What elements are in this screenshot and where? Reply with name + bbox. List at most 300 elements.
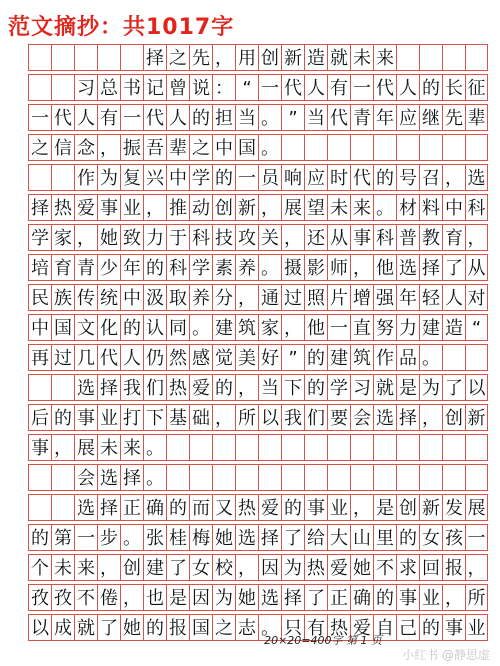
grid-cell: 曾 — [166, 74, 189, 101]
grid-cell: ， — [350, 254, 373, 281]
grid-cell: 代 — [97, 344, 120, 371]
grid-cell: 辈 — [465, 104, 488, 131]
grid-cell: 家 — [258, 314, 281, 341]
grid-cell — [465, 44, 488, 71]
grid-cell: ” — [281, 344, 304, 371]
grid-cell: 就 — [373, 374, 396, 401]
grid-cell: 建 — [327, 344, 350, 371]
grid-cell: 热 — [51, 194, 74, 221]
grid-cell: 代 — [373, 74, 396, 101]
grid-cell: 础 — [189, 404, 212, 431]
grid-cell: 中 — [28, 314, 51, 341]
grid-cell: 习 — [74, 74, 97, 101]
grid-cell — [235, 464, 258, 491]
grid-cell: 分 — [212, 284, 235, 311]
grid-cell: 择 — [97, 374, 120, 401]
grid-cell — [235, 434, 258, 461]
grid-cell: 报 — [442, 554, 465, 581]
grid-cell: 的 — [189, 104, 212, 131]
grid-cell: 新 — [281, 44, 304, 71]
grid-cell: 。 — [189, 314, 212, 341]
grid-cell: 过 — [281, 284, 304, 311]
grid-cell: 们 — [143, 374, 166, 401]
grid-cell: 文 — [74, 314, 97, 341]
grid-cell: 化 — [97, 314, 120, 341]
grid-cell: 人 — [442, 284, 465, 311]
grid-cell — [212, 434, 235, 461]
grid-cell: 科 — [465, 194, 488, 221]
grid-cell: 动 — [189, 194, 212, 221]
grid-cell — [120, 44, 143, 71]
grid-cell: 力 — [143, 224, 166, 251]
grid-row — [28, 284, 488, 311]
grid-cell: 当 — [235, 104, 258, 131]
grid-cell: 了 — [97, 614, 120, 641]
grid-cell: 给 — [304, 524, 327, 551]
grid-cell: 员 — [258, 164, 281, 191]
grid-cell: 选 — [74, 494, 97, 521]
grid-row — [28, 224, 488, 251]
grid-cell: 选 — [235, 524, 258, 551]
grid-cell: 以 — [28, 614, 51, 641]
grid-cell: 长 — [442, 74, 465, 101]
grid-cell — [97, 44, 120, 71]
grid-cell — [373, 464, 396, 491]
grid-cell: 认 — [143, 314, 166, 341]
grid-cell: 辈 — [166, 134, 189, 161]
grid-cell: 一 — [465, 524, 488, 551]
grid-row — [28, 554, 488, 581]
grid-cell: 事 — [304, 494, 327, 521]
grid-cell — [28, 494, 51, 521]
grid-cell: 继 — [419, 104, 442, 131]
grid-cell: 倦 — [97, 584, 120, 611]
grid-cell: 择 — [28, 194, 51, 221]
grid-cell: 桂 — [166, 524, 189, 551]
grid-cell: 未 — [97, 434, 120, 461]
grid-cell: 关 — [258, 224, 281, 251]
grid-cell: 事 — [28, 434, 51, 461]
grid-cell: 展 — [281, 194, 304, 221]
grid-cell: 回 — [419, 554, 442, 581]
grid-cell — [327, 464, 350, 491]
grid-cell: 业 — [465, 614, 488, 641]
grid-cell: 事 — [442, 614, 465, 641]
grid-cell: 他 — [304, 314, 327, 341]
grid-cell: 的 — [304, 344, 327, 371]
grid-cell: 代 — [327, 104, 350, 131]
grid-cell: 因 — [258, 554, 281, 581]
grid-cell — [419, 464, 442, 491]
grid-cell: 选 — [465, 164, 488, 191]
grid-cell: 的 — [28, 524, 51, 551]
grid-cell: ， — [258, 194, 281, 221]
grid-cell: 的 — [373, 584, 396, 611]
grid-cell: 应 — [396, 104, 419, 131]
grid-cell — [350, 434, 373, 461]
grid-cell: 选 — [373, 404, 396, 431]
grid-cell: 业 — [419, 584, 442, 611]
grid-cell: 会 — [74, 464, 97, 491]
grid-cell: ， — [51, 434, 74, 461]
grid-cell: 年 — [120, 254, 143, 281]
grid-row — [28, 404, 488, 431]
grid-cell: 有 — [327, 74, 350, 101]
grid-cell: 兴 — [143, 164, 166, 191]
grid-cell: ： — [212, 74, 235, 101]
grid-cell — [304, 434, 327, 461]
grid-cell: 学 — [189, 164, 212, 191]
grid-cell: ， — [235, 284, 258, 311]
grid-cell: 的 — [212, 374, 235, 401]
grid-cell: 他 — [373, 254, 396, 281]
grid-cell: 的 — [396, 524, 419, 551]
grid-cell: 养 — [235, 254, 258, 281]
grid-cell: 正 — [120, 494, 143, 521]
grid-cell — [189, 464, 212, 491]
grid-cell: 担 — [212, 104, 235, 131]
grid-cell — [465, 344, 488, 371]
grid-cell — [465, 134, 488, 161]
grid-cell: 第 — [51, 524, 74, 551]
grid-cell: 事 — [97, 194, 120, 221]
grid-cell: 新 — [419, 494, 442, 521]
grid-cell: 习 — [350, 374, 373, 401]
grid-cell: 筑 — [350, 344, 373, 371]
grid-cell: 。 — [258, 134, 281, 161]
grid-cell: 传 — [74, 284, 97, 311]
grid-cell: 未 — [350, 44, 373, 71]
grid-cell: 业 — [120, 194, 143, 221]
grid-cell: 人 — [74, 104, 97, 131]
grid-cell: 。 — [143, 464, 166, 491]
grid-cell: 还 — [304, 224, 327, 251]
grid-cell: 的 — [166, 494, 189, 521]
grid-cell: “ — [465, 314, 488, 341]
grid-cell: 普 — [396, 224, 419, 251]
grid-cell: 正 — [327, 584, 350, 611]
grid-cell: ， — [97, 554, 120, 581]
grid-cell: 召 — [419, 164, 442, 191]
grid-cell: 科 — [373, 224, 396, 251]
grid-cell: 择 — [419, 254, 442, 281]
grid-cell: 当 — [258, 374, 281, 401]
grid-cell: 因 — [189, 584, 212, 611]
grid-cell: 为 — [281, 554, 304, 581]
grid-cell: 孩 — [442, 524, 465, 551]
grid-row — [28, 104, 488, 131]
grid-cell: ， — [350, 494, 373, 521]
grid-cell: ， — [281, 224, 304, 251]
grid-cell: 从 — [465, 254, 488, 281]
grid-cell — [51, 164, 74, 191]
grid-cell: 中 — [166, 164, 189, 191]
grid-cell: 摄 — [281, 254, 304, 281]
grid-cell: 的 — [419, 614, 442, 641]
grid-cell: 。 — [373, 194, 396, 221]
grid-cell — [281, 464, 304, 491]
grid-cell: 爱 — [327, 554, 350, 581]
grid-cell: 国 — [189, 614, 212, 641]
grid-cell: 新 — [465, 404, 488, 431]
grid-cell: 于 — [166, 224, 189, 251]
grid-cell: 响 — [281, 164, 304, 191]
grid-cell — [419, 44, 442, 71]
grid-cell — [396, 134, 419, 161]
grid-cell: 有 — [304, 614, 327, 641]
grid-cell: 照 — [304, 284, 327, 311]
grid-cell: 创 — [120, 554, 143, 581]
grid-cell: 创 — [442, 404, 465, 431]
grid-cell: 是 — [373, 494, 396, 521]
grid-cell: 师 — [327, 254, 350, 281]
grid-cell: 先 — [189, 44, 212, 71]
essay-title: 范文摘抄：共1017字 — [8, 15, 235, 40]
grid-cell: 一 — [120, 104, 143, 131]
grid-cell: 同 — [166, 314, 189, 341]
grid-cell — [327, 134, 350, 161]
grid-cell: 以 — [465, 374, 488, 401]
grid-cell: 料 — [419, 194, 442, 221]
grid-row — [28, 314, 488, 341]
grid-cell: 觉 — [212, 344, 235, 371]
grid-cell: 总 — [97, 74, 120, 101]
grid-cell: 学 — [28, 224, 51, 251]
grid-cell: 一 — [258, 74, 281, 101]
grid-cell: 选 — [97, 464, 120, 491]
grid-cell: 年 — [396, 284, 419, 311]
grid-cell: 里 — [373, 524, 396, 551]
grid-cell: 念 — [74, 134, 97, 161]
grid-cell: 热 — [327, 614, 350, 641]
grid-cell: 的 — [143, 254, 166, 281]
grid-cell: 山 — [350, 524, 373, 551]
grid-row — [28, 494, 488, 521]
grid-cell: ， — [235, 374, 258, 401]
grid-cell: 。 — [258, 104, 281, 131]
grid-cell: 新 — [235, 194, 258, 221]
grid-cell: 年 — [373, 104, 396, 131]
grid-cell: 未 — [51, 554, 74, 581]
grid-cell: 教 — [419, 224, 442, 251]
grid-cell: 基 — [166, 404, 189, 431]
grid-cell: 人 — [304, 74, 327, 101]
grid-cell: 就 — [74, 614, 97, 641]
grid-cell — [28, 164, 51, 191]
grid-row — [28, 374, 488, 401]
grid-cell: 择 — [396, 404, 419, 431]
grid-cell: 梅 — [189, 524, 212, 551]
grid-cell — [350, 134, 373, 161]
grid-cell: 复 — [120, 164, 143, 191]
grid-cell: 再 — [28, 344, 51, 371]
grid-cell: 她 — [97, 224, 120, 251]
grid-cell: 未 — [327, 194, 350, 221]
grid-cell: 轻 — [419, 284, 442, 311]
grid-cell: 事 — [350, 224, 373, 251]
grid-cell — [258, 464, 281, 491]
grid-cell: ， — [212, 404, 235, 431]
grid-cell: 造 — [442, 314, 465, 341]
grid-row — [28, 434, 488, 461]
grid-cell: 一 — [235, 164, 258, 191]
grid-cell: ， — [235, 554, 258, 581]
grid-cell: 发 — [442, 494, 465, 521]
grid-cell: 之 — [166, 44, 189, 71]
grid-cell: 了 — [304, 584, 327, 611]
grid-cell: 求 — [396, 554, 419, 581]
grid-cell — [28, 374, 51, 401]
grid-cell: 家 — [51, 224, 74, 251]
grid-cell — [442, 344, 465, 371]
grid-cell: 记 — [143, 74, 166, 101]
grid-cell: 强 — [373, 284, 396, 311]
grid-cell: 来 — [373, 44, 396, 71]
grid-cell — [189, 434, 212, 461]
grid-cell: 少 — [97, 254, 120, 281]
grid-cell: 的 — [281, 494, 304, 521]
grid-cell: 造 — [304, 44, 327, 71]
grid-cell: 素 — [212, 254, 235, 281]
grid-cell: 书 — [120, 74, 143, 101]
grid-cell: 代 — [281, 74, 304, 101]
grid-cell: 增 — [350, 284, 373, 311]
grid-cell: ， — [465, 224, 488, 251]
grid-cell: 我 — [120, 374, 143, 401]
grid-cell: “ — [235, 74, 258, 101]
grid-cell: 己 — [396, 614, 419, 641]
grid-cell: 她 — [212, 524, 235, 551]
grid-cell: 择 — [97, 494, 120, 521]
grid-cell: 事 — [74, 404, 97, 431]
grid-cell: 业 — [327, 494, 350, 521]
grid-cell: 影 — [304, 254, 327, 281]
grid-cell: ” — [281, 104, 304, 131]
grid-cell: 了 — [281, 524, 304, 551]
grid-cell — [166, 464, 189, 491]
grid-cell: 人 — [120, 344, 143, 371]
grid-cell: 对 — [465, 284, 488, 311]
grid-cell: 展 — [74, 434, 97, 461]
watermark: 小红书 @静思虚 — [402, 648, 490, 662]
grid-cell: 以 — [258, 404, 281, 431]
grid-cell: 建 — [212, 314, 235, 341]
grid-cell: 成 — [51, 614, 74, 641]
grid-cell: 取 — [166, 284, 189, 311]
grid-cell: 创 — [396, 494, 419, 521]
grid-cell: 力 — [396, 314, 419, 341]
grid-cell — [350, 464, 373, 491]
grid-cell: 下 — [281, 374, 304, 401]
grid-cell: 她 — [235, 584, 258, 611]
grid-cell: 所 — [465, 584, 488, 611]
grid-cell: 。 — [143, 434, 166, 461]
page-footer — [0, 632, 500, 662]
grid-cell: 大 — [327, 524, 350, 551]
grid-cell — [373, 434, 396, 461]
grid-cell: 展 — [465, 494, 488, 521]
grid-cell: 为 — [419, 374, 442, 401]
grid-cell: 通 — [258, 284, 281, 311]
page-header — [8, 6, 492, 40]
grid-cell: 人 — [166, 104, 189, 131]
grid-cell: 步 — [97, 524, 120, 551]
grid-cell: 爱 — [189, 374, 212, 401]
grid-cell — [396, 464, 419, 491]
grid-cell: 感 — [189, 344, 212, 371]
grid-cell: 学 — [327, 374, 350, 401]
grid-cell: 创 — [258, 44, 281, 71]
grid-cell: 了 — [442, 254, 465, 281]
grid-cell: 学 — [189, 254, 212, 281]
grid-cell: 为 — [212, 584, 235, 611]
grid-cell — [465, 434, 488, 461]
grid-cell: 是 — [166, 584, 189, 611]
grid-cell: 。 — [419, 344, 442, 371]
grid-cell: ， — [143, 194, 166, 221]
grid-cell: 号 — [396, 164, 419, 191]
grid-cell: 志 — [235, 614, 258, 641]
grid-cell: ， — [97, 134, 120, 161]
grid-cell — [396, 44, 419, 71]
grid-cell: 建 — [419, 314, 442, 341]
grid-cell — [28, 74, 51, 101]
grid-cell: 热 — [304, 554, 327, 581]
grid-cell: ， — [281, 314, 304, 341]
grid-cell: 事 — [396, 584, 419, 611]
grid-cell: 为 — [97, 164, 120, 191]
grid-cell: 科 — [189, 224, 212, 251]
grid-cell — [442, 464, 465, 491]
grid-cell: 养 — [189, 284, 212, 311]
grid-cell: 一 — [28, 104, 51, 131]
grid-cell: 育 — [51, 254, 74, 281]
grid-cell: 直 — [350, 314, 373, 341]
grid-cell: 来 — [350, 194, 373, 221]
grid-cell: 美 — [235, 344, 258, 371]
grid-cell: 代 — [51, 104, 74, 131]
grid-cell: 代 — [350, 164, 373, 191]
grid-cell: 致 — [120, 224, 143, 251]
grid-cell: 几 — [74, 344, 97, 371]
grid-cell: 的 — [143, 614, 166, 641]
grid-cell: 用 — [235, 44, 258, 71]
grid-cell: 所 — [235, 404, 258, 431]
grid-cell: 努 — [373, 314, 396, 341]
grid-cell: 仍 — [143, 344, 166, 371]
grid-cell — [304, 464, 327, 491]
grid-cell: 她 — [350, 554, 373, 581]
grid-cell: 之 — [212, 614, 235, 641]
grid-cell: 女 — [189, 554, 212, 581]
grid-page-count: 20×20=400字 第 1 页 — [264, 634, 382, 647]
grid-cell: 后 — [28, 404, 51, 431]
grid-cell: ， — [465, 554, 488, 581]
grid-cell: 选 — [258, 584, 281, 611]
grid-cell: 振 — [120, 134, 143, 161]
grid-cell: 打 — [120, 404, 143, 431]
grid-cell: 爱 — [350, 614, 373, 641]
grid-cell: 中 — [442, 194, 465, 221]
grid-cell: 要 — [327, 404, 350, 431]
grid-row — [28, 464, 488, 491]
grid-cell: 中 — [120, 284, 143, 311]
grid-row — [28, 584, 488, 611]
grid-cell: 的 — [120, 314, 143, 341]
grid-cell: 孜 — [51, 584, 74, 611]
grid-cell: 青 — [74, 254, 97, 281]
grid-cell: ， — [120, 584, 143, 611]
